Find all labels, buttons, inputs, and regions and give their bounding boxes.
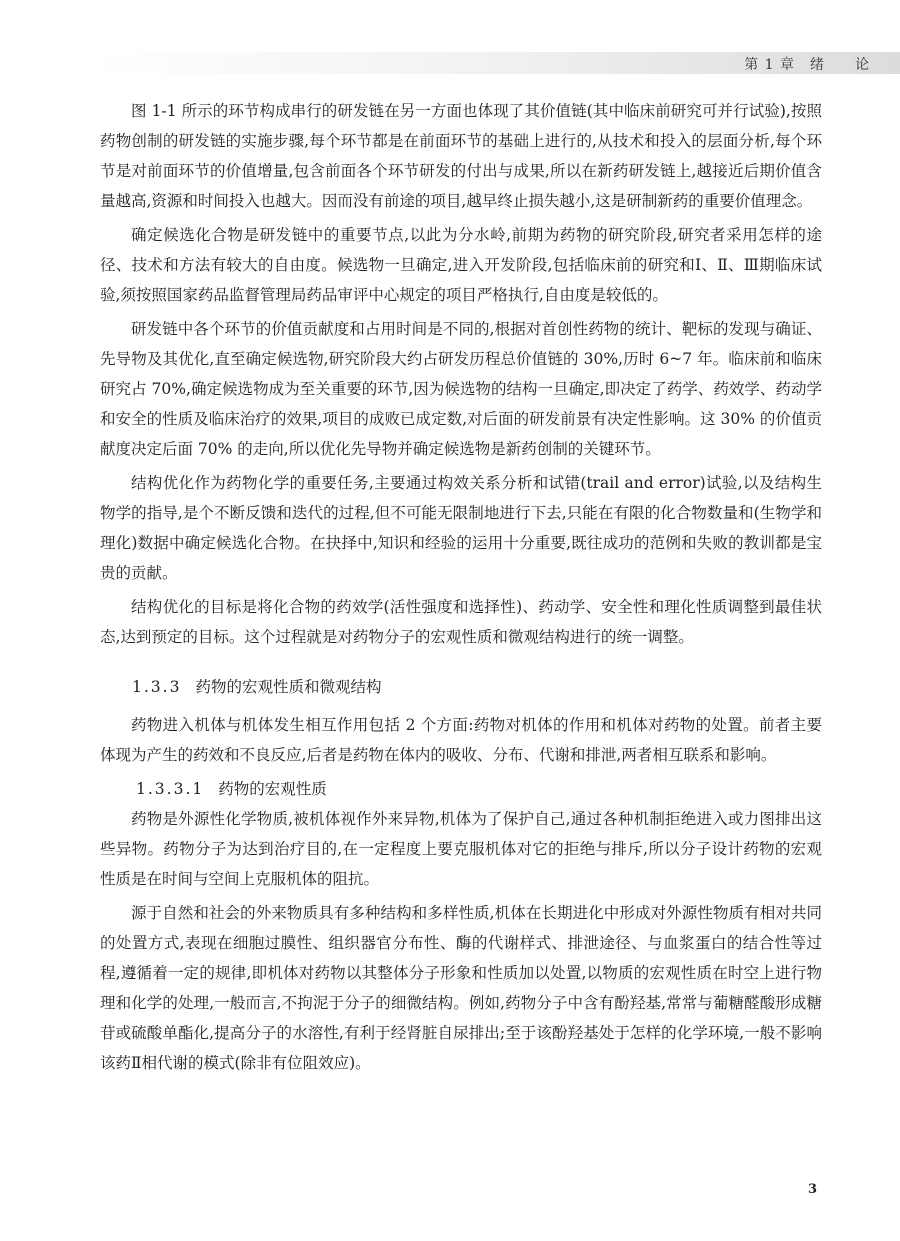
section-number: 1.3.3 bbox=[132, 678, 182, 696]
body-paragraph: 源于自然和社会的外来物质具有多种结构和多样性质,机体在长期进化中形成对外源性物质有相对共同的处置方式,表现在细胞过膜性、组织器官分布性、酶的代谢样式、排泄途径、与血浆蛋白的结合性等过程,遵循着一定的规律,即机体对药物以其整体分子形象和性质加以处置,以物质的宏观性质在时空上进行物理和化学的处理,一般而言,不拘泥于分子的细微结构。例如,药物分子中含有酚羟基,常常与葡糖醛酸形成糖苷或硫酸单酯化,提高分子的水溶性,有利于经肾脏自尿排出;至于该酚羟基处于怎样的化学环境,一般不影响该药Ⅱ相代谢的模式(除非有位阻效应)。 bbox=[100, 904, 822, 1072]
subsection-number: 1.3.3.1 bbox=[136, 780, 205, 798]
section-heading bbox=[132, 672, 822, 702]
body-paragraph: 确定候选化合物是研发链中的重要节点,以此为分水岭,前期为药物的研究阶段,研究者采用怎样的途径、技术和方法有较大的自由度。候选物一旦确定,进入开发阶段,包括临床前的研究和Ⅰ、Ⅱ、Ⅲ期临床试验,须按照国家药品监督管理局药品审评中心规定的项目严格执行,自由度是较低的。 bbox=[100, 226, 822, 304]
chapter-header: 第 1 章 绪 论 bbox=[744, 57, 870, 73]
body-paragraph: 药物是外源性化学物质,被机体视作外来异物,机体为了保护自己,通过各种机制拒绝进入或力图排出这些异物。药物分子为达到治疗目的,在一定程度上要克服机体对它的拒绝与排斥,所以分子设计药物的宏观性质是在时间与空间上克服机体的阻抗。 bbox=[100, 810, 822, 888]
page-number: 3 bbox=[808, 1182, 818, 1197]
body-paragraph: 结构优化的目标是将化合物的药效学(活性强度和选择性)、药动学、安全性和理化性质调整到最佳状态,达到预定的目标。这个过程就是对药物分子的宏观性质和微观结构进行的统一调整。 bbox=[100, 598, 822, 646]
body-paragraph: 图 1-1 所示的环节构成串行的研发链在另一方面也体现了其价值链(其中临床前研究可并行试验),按照药物创制的研发链的实施步骤,每个环节都是在前面环节的基础上进行的,从技术和投入的层面分析,每个环节是对前面环节的价值增量,包含前面各个环节研发的付出与成果,所以在新药研发链上,越接近后期价值含量越高,资源和时间投入也越大。因而没有前途的项目,越早终止损失越小,这是研制新药的重要价值理念。 bbox=[100, 102, 822, 210]
body-paragraph: 结构优化作为药物化学的重要任务,主要通过构效关系分析和试错(trail and error)试验,以及结构生物学的指导,是个不断反馈和迭代的过程,但不可能无限制地进行下去,只能在有限的化合物数量和(生物学和理化)数据中确定候选化合物。在抉择中,知识和经验的运用十分重要,既往成功的范例和失败的教训都是宝贵的贡献。 bbox=[100, 474, 822, 582]
subsection-title: 药物的宏观性质 bbox=[218, 780, 327, 798]
body-paragraph: 药物进入机体与机体发生相互作用包括 2 个方面:药物对机体的作用和机体对药物的处置。前者主要体现为产生的药效和不良反应,后者是药物在体内的吸收、分布、代谢和排泄,两者相互联系和影响。 bbox=[100, 716, 822, 764]
page-body bbox=[100, 96, 822, 1082]
section-title: 药物的宏观性质和微观结构 bbox=[195, 678, 382, 696]
body-paragraph: 研发链中各个环节的价值贡献度和占用时间是不同的,根据对首创性药物的统计、靶标的发现与确证、先导物及其优化,直至确定候选物,研究阶段大约占研发历程总价值链的 30%,历时 6~7 年。临床前和临床研究占 70%,确定候选物成为至关重要的环节,因为候选物的结构一旦确定,即决定了药学、药效学、药动学和安全的性质及临床治疗的效果,项目的成败已成定数,对后面的研发前景有决定性影响。这 30% 的价值贡献度决定后面 70% 的走向,所以优化先导物并确定候选物是新药创制的关键环节。 bbox=[100, 320, 822, 458]
subsection-heading bbox=[136, 774, 822, 804]
